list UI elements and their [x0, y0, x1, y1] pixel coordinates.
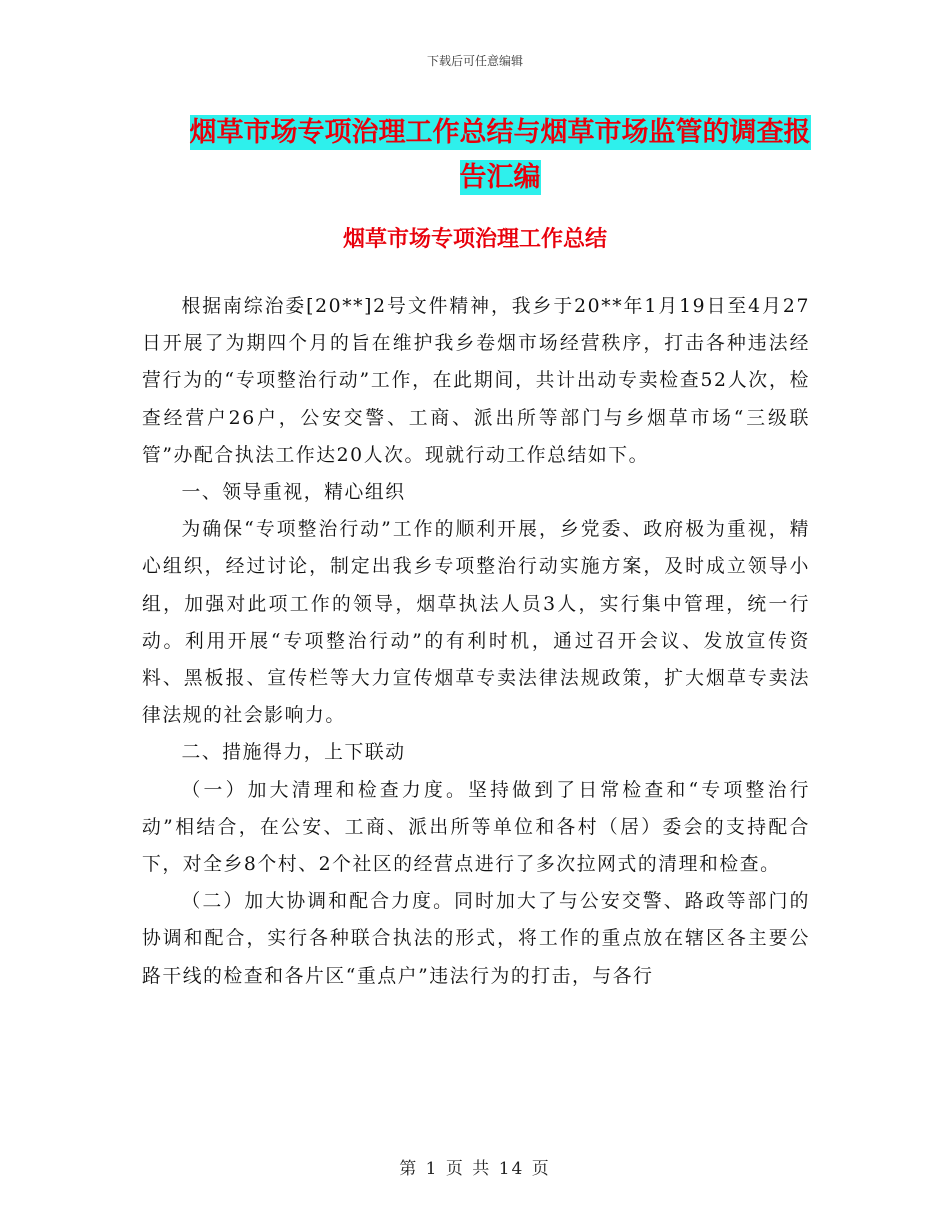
paragraph: 为确保“专项整治行动”工作的顺利开展，乡党委、政府极为重视，精心组织，经过讨论，制定出我乡专项整治行动实施方案，及时成立领导小组，加强对此项工作的领导，烟草执法人员3人，实行集中管理，统一行动。利用开展“专项整治行动”的有利时机，通过召开会议、发放宣传资料、黑板报、宣传栏等大力宣传烟草专卖法律法规政策，扩大烟草专卖法律法规的社会影响力。: [142, 519, 810, 727]
page-number: 第 1 页 共 14 页: [399, 1159, 551, 1179]
paragraph: 根据南综治委[20**]2号文件精神，我乡于20**年1月19日至4月27日开展了为期四个月的旨在维护我乡卷烟市场经营秩序，打击各种违法经营行为的“专项整治行动”工作，在此期间，共计出动专卖检查52人次，检查经营户26户，公安交警、工商、派出所等部门与乡烟草市场“三级联管”办配合执法工作达20人次。现就行动工作总结如下。: [142, 296, 810, 466]
section-title: 烟草市场专项治理工作总结: [342, 227, 607, 252]
paragraph: （一）加大清理和检查力度。坚持做到了日常检查和“专项整治行动”相结合，在公安、工商、派出所等单位和各村（居）委会的支持配合下，对全乡8个村、2个社区的经营点进行了多次拉网式的清理和检查。: [142, 779, 810, 876]
document-title: [150, 110, 850, 200]
document-body: [142, 288, 810, 995]
section-heading: 一、领导重视，精心组织: [181, 482, 406, 504]
section-heading: 二、措施得力，上下联动: [181, 742, 406, 764]
page-header-note: 下载后可任意编辑: [426, 54, 523, 68]
document-title-line-1: 烟草市场专项治理工作总结与烟草市场监管的调查报: [189, 117, 811, 148]
document-title-line-2: 告汇编: [459, 162, 541, 193]
paragraph: （二）加大协调和配合力度。同时加大了与公安交警、路政等部门的协调和配合，实行各种联合执法的形式，将工作的重点放在辖区各主要公路干线的检查和各片区“重点户”违法行为的打击，与各行: [142, 891, 810, 987]
